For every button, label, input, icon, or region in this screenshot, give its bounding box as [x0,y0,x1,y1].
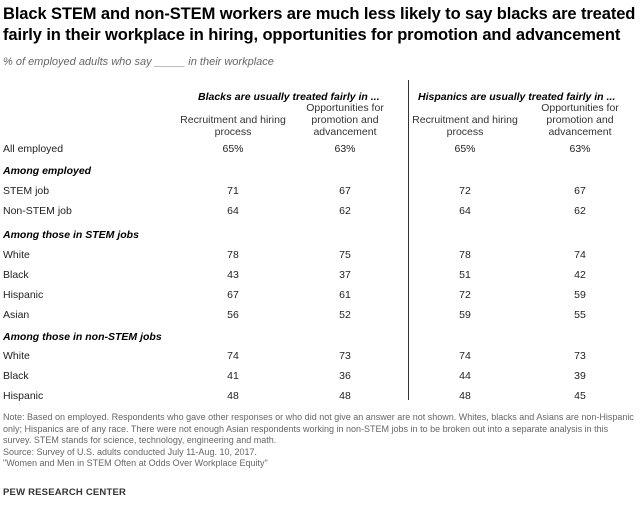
row-label: Asian [3,309,30,321]
table-cell: 55 [574,309,586,321]
section-heading: Among employed [3,165,92,177]
table-row [0,309,640,327]
table-cell: 71 [227,185,239,197]
table-cell: 51 [459,269,471,281]
table-cell: 74 [459,350,471,362]
table-cell: 43 [227,269,239,281]
note-text: Note: Based on employed. Respondents who gave other responses or who did not give an answer are not shown. Whites, blacks and Asians are non-Hispanic only; Hispanics are of any race. There were not enough Asian respondents working in non-STEM jobs in to be broken out into a separate analysis in this survey. STEM stands for science, technology, engineering and math. [3,412,634,445]
table-cell: 62 [339,205,351,217]
row-label: Black [3,269,29,281]
column-header-hispanics-promotion: Opportunities for promotion and advancement [541,102,619,138]
table-cell: 67 [339,185,351,197]
notes-block [3,412,637,470]
table-cell: 56 [227,309,239,321]
table-cell: 78 [227,249,239,261]
column-header-hispanics-recruitment: Recruitment and hiring process [412,114,518,138]
table-cell: 65% [454,143,476,155]
report-title: "Women and Men in STEM Often at Odds Over Workplace Equity" [3,458,268,468]
table-cell: 74 [227,350,239,362]
row-label: Hispanic [3,289,44,301]
table-row [0,185,640,203]
table-row [0,249,640,267]
table-cell: 45 [574,390,586,402]
table-cell: 41 [227,370,239,382]
table-row [0,143,640,161]
table-cell: 59 [574,289,586,301]
table-row [0,289,640,307]
table-cell: 39 [574,370,586,382]
group-header-hispanics: Hispanics are usually treated fairly in ... [418,91,616,103]
table-cell: 75 [339,249,351,261]
table-cell: 72 [459,289,471,301]
row-label: Non-STEM job [3,205,72,217]
column-header-blacks-recruitment: Recruitment and hiring process [180,114,286,138]
table-cell: 62 [574,205,586,217]
chart-title: Black STEM and non-STEM workers are much less likely to say blacks are treated fairly in their workplace in hiring, opportunities for promotion and advancement [3,5,636,44]
chart-subtitle: % of employed adults who say _____ in their workplace [3,56,274,68]
table-cell: 74 [574,249,586,261]
table-cell: 63% [569,143,591,155]
table-row [0,390,640,408]
row-label: Hispanic [3,390,44,402]
table-cell: 73 [339,350,351,362]
table-cell: 64 [459,205,471,217]
row-label: White [3,249,30,261]
table-cell: 78 [459,249,471,261]
table-cell: 73 [574,350,586,362]
table-cell: 37 [339,269,351,281]
table-cell: 48 [459,390,471,402]
table-cell: 64 [227,205,239,217]
table-cell: 67 [574,185,586,197]
table-cell: 48 [339,390,351,402]
table-cell: 36 [339,370,351,382]
row-label: White [3,350,30,362]
table-cell: 67 [227,289,239,301]
table-cell: 48 [227,390,239,402]
table-cell: 59 [459,309,471,321]
table-row [0,370,640,388]
footer-brand: PEW RESEARCH CENTER [3,487,127,498]
table-cell: 52 [339,309,351,321]
row-label: All employed [3,143,64,155]
row-label: Black [3,370,29,382]
table-row [0,269,640,287]
row-label: STEM job [3,185,50,197]
table-row [0,350,640,368]
source-text: Source: Survey of U.S. adults conducted July 11-Aug. 10, 2017. [3,446,257,457]
table-cell: 63% [334,143,356,155]
section-heading: Among those in non-STEM jobs [3,331,162,343]
table-row [0,205,640,223]
table-cell: 44 [459,370,471,382]
table-cell: 72 [459,185,471,197]
group-header-blacks: Blacks are usually treated fairly in ... [198,91,380,103]
section-heading: Among those in STEM jobs [3,229,139,241]
table-cell: 42 [574,269,586,281]
table-cell: 61 [339,289,351,301]
column-header-blacks-promotion: Opportunities for promotion and advancement [306,102,384,138]
table-cell: 65% [222,143,244,155]
